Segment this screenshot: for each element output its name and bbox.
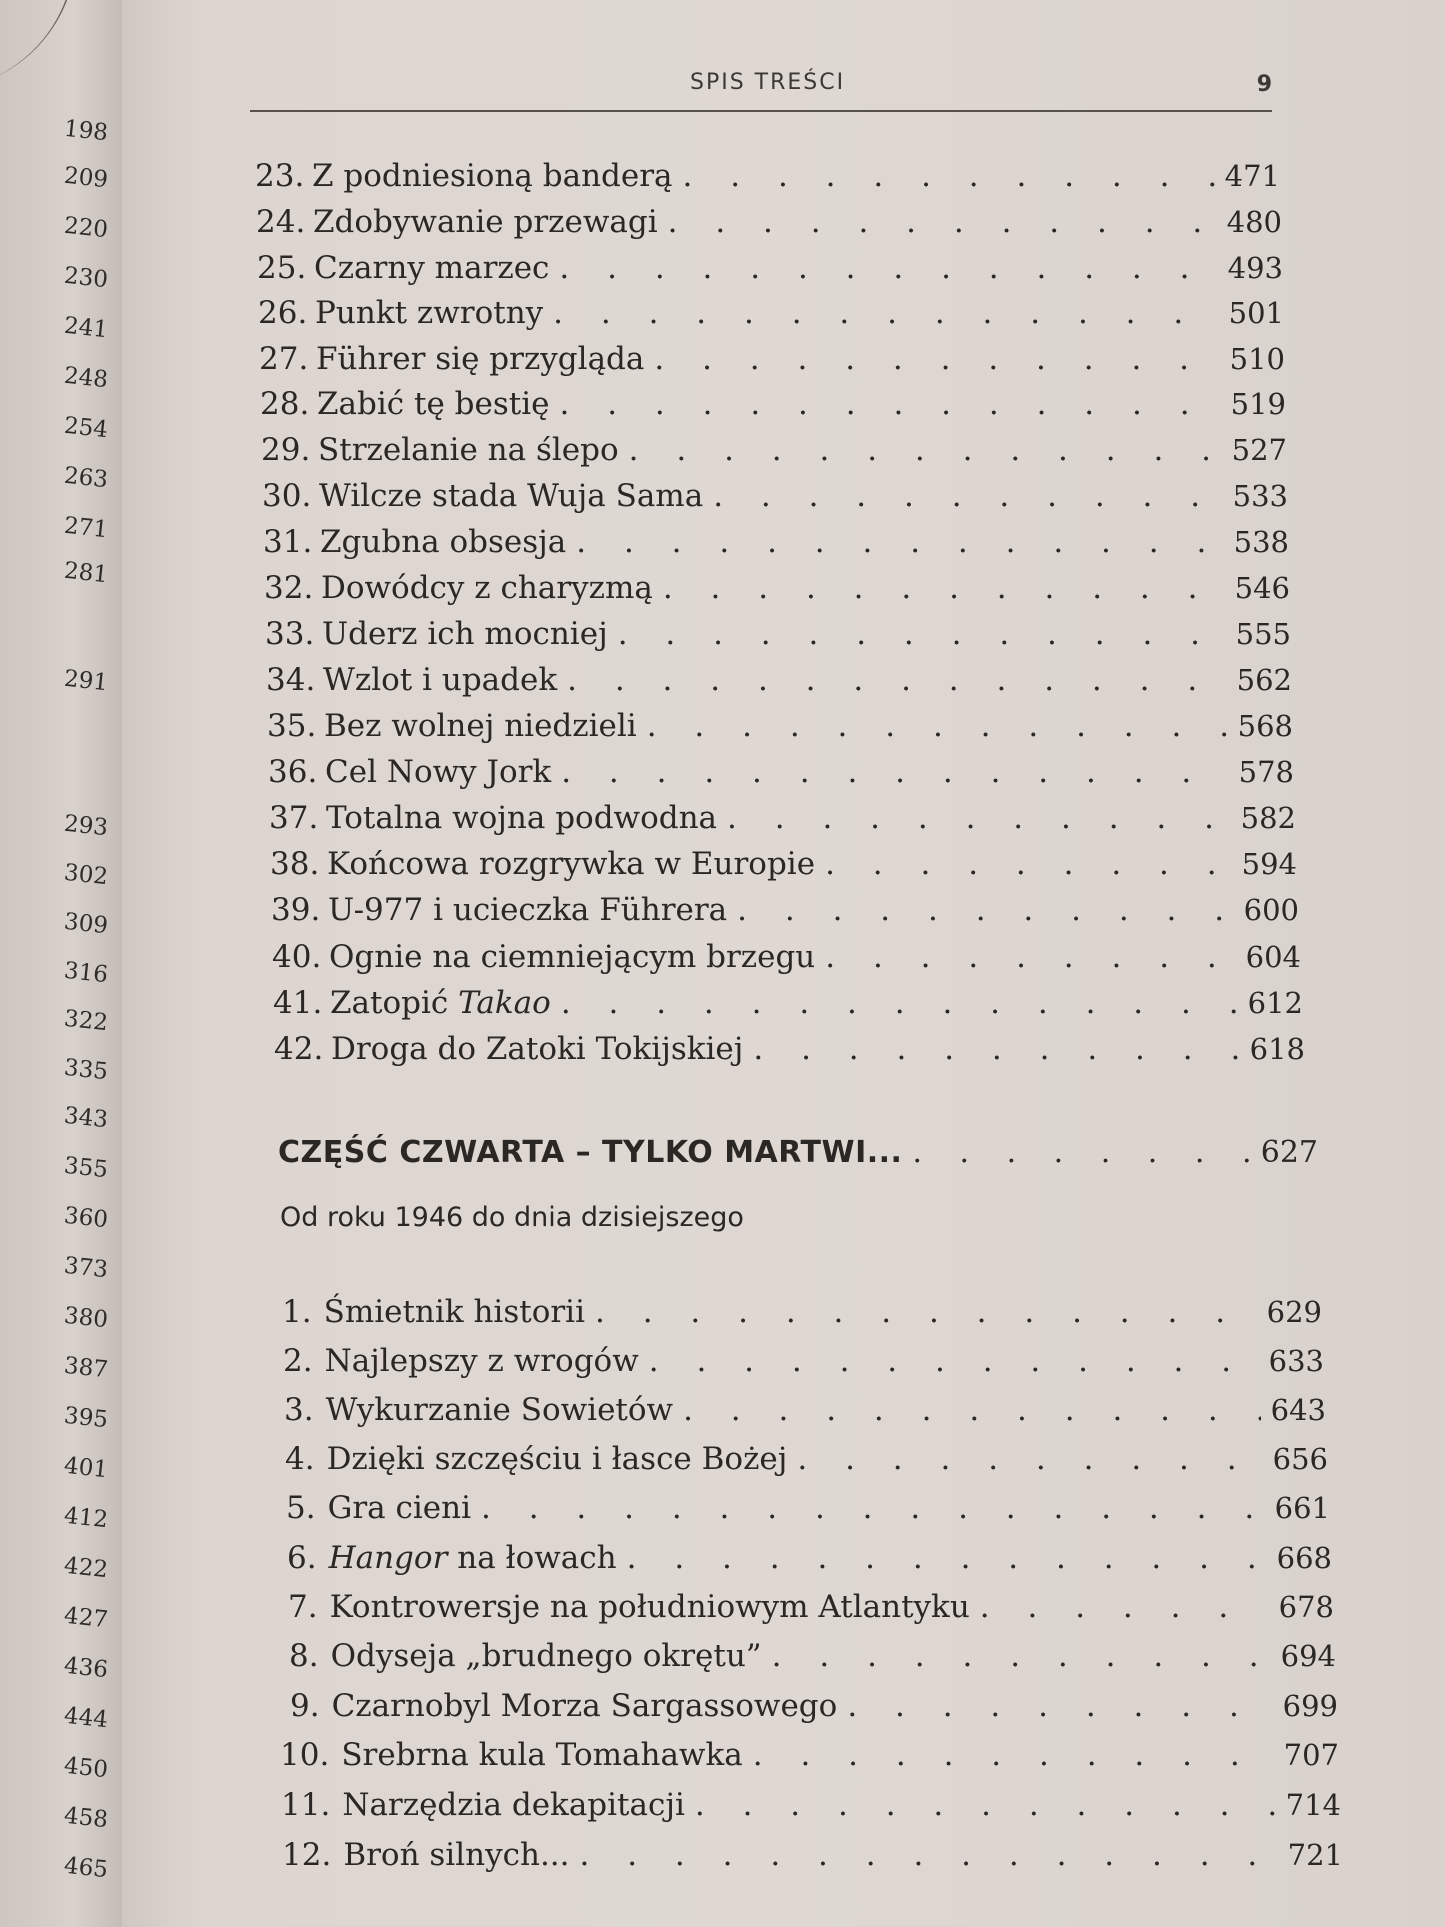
left-page-number: 248 xyxy=(62,362,110,394)
chapter-number: 3. xyxy=(284,1392,314,1428)
chapter-number: 27. xyxy=(259,341,309,377)
left-page-number: 241 xyxy=(62,312,110,344)
toc-row[interactable] xyxy=(280,1737,1339,1773)
toc-row[interactable] xyxy=(256,204,1282,240)
chapter-page: 618 xyxy=(1249,1032,1305,1066)
part-title: CZĘŚĆ CZWARTA – TYLKO MARTWI... xyxy=(278,1135,903,1170)
leader-dots xyxy=(797,1441,1262,1477)
running-head: SPIS TREŚCI xyxy=(690,70,846,95)
chapter-page: 501 xyxy=(1228,296,1284,330)
chapter-page: 721 xyxy=(1287,1838,1343,1872)
toc-row[interactable] xyxy=(258,295,1284,331)
chapter-number: 34. xyxy=(266,662,316,698)
chapter-title: Hangor na łowach xyxy=(328,1540,617,1576)
toc-row[interactable] xyxy=(286,1490,1330,1526)
chapter-number: 11. xyxy=(281,1787,331,1823)
chapter-number: 33. xyxy=(265,616,315,652)
toc-row[interactable] xyxy=(270,846,1297,882)
leader-dots xyxy=(559,386,1220,422)
left-page-number: 355 xyxy=(62,1152,110,1184)
left-page-number: 360 xyxy=(62,1202,110,1234)
left-page-number: 263 xyxy=(62,462,110,494)
chapter-title: Zdobywanie przewagi xyxy=(313,204,658,240)
chapter-number: 2. xyxy=(283,1343,313,1379)
leader-dots xyxy=(629,432,1222,468)
chapter-title: Zgubna obsesja xyxy=(320,524,567,560)
left-page-number: 220 xyxy=(62,212,110,244)
leader-dots xyxy=(618,616,1226,652)
chapter-page: 633 xyxy=(1268,1344,1324,1378)
toc-row[interactable] xyxy=(282,1294,1322,1330)
chapter-page: 594 xyxy=(1241,847,1297,881)
left-page-number: 281 xyxy=(62,557,110,589)
toc-row[interactable] xyxy=(290,1688,1338,1724)
leader-dots xyxy=(727,800,1231,836)
chapter-title: Kontrowersje na południowym Atlantyku xyxy=(329,1589,970,1625)
chapter-page: 555 xyxy=(1235,617,1291,651)
leader-dots xyxy=(753,1737,1274,1773)
chapter-number: 41. xyxy=(273,985,323,1021)
leader-dots xyxy=(647,708,1228,744)
left-page-number: 458 xyxy=(62,1802,110,1834)
left-page-number: 198 xyxy=(62,115,110,147)
chapter-page: 629 xyxy=(1266,1295,1322,1329)
toc-row[interactable] xyxy=(264,570,1290,606)
chapter-number: 31. xyxy=(263,524,313,560)
chapter-page: 493 xyxy=(1227,251,1283,285)
chapter-number: 29. xyxy=(261,432,311,468)
chapter-page: 538 xyxy=(1233,525,1289,559)
chapter-page: 707 xyxy=(1283,1738,1339,1772)
chapter-page: 562 xyxy=(1236,663,1292,697)
left-page-number: 373 xyxy=(62,1252,110,1284)
toc-row[interactable] xyxy=(260,386,1286,422)
chapter-page: 568 xyxy=(1237,709,1293,743)
chapter-number: 40. xyxy=(272,939,322,975)
toc-row[interactable] xyxy=(287,1540,1332,1576)
toc-row[interactable] xyxy=(289,1638,1336,1674)
chapter-page: 582 xyxy=(1240,801,1296,835)
chapter-title: Wykurzanie Sowietów xyxy=(325,1392,674,1428)
left-page-number: 401 xyxy=(62,1452,110,1484)
chapter-page: 694 xyxy=(1280,1639,1336,1673)
toc-row[interactable] xyxy=(265,616,1291,652)
toc-row[interactable] xyxy=(274,1031,1305,1067)
chapter-title: Totalna wojna podwodna xyxy=(326,800,718,836)
chapter-page: 578 xyxy=(1238,755,1294,789)
leader-dots xyxy=(668,204,1217,240)
chapter-page: 527 xyxy=(1231,433,1287,467)
left-page-number: 436 xyxy=(62,1652,110,1684)
left-page-number: 254 xyxy=(62,412,110,444)
left-page-number: 387 xyxy=(62,1352,110,1384)
toc-row[interactable] xyxy=(285,1441,1328,1477)
chapter-number: 6. xyxy=(287,1540,317,1576)
left-page-number: 309 xyxy=(62,908,110,940)
chapter-page: 480 xyxy=(1226,205,1282,239)
chapter-page: 471 xyxy=(1224,159,1280,193)
toc-row[interactable] xyxy=(267,708,1293,744)
chapter-number: 25. xyxy=(257,250,307,286)
chapter-number: 37. xyxy=(269,800,319,836)
chapter-number: 24. xyxy=(256,204,306,240)
leader-dots xyxy=(663,570,1225,606)
leader-dots xyxy=(683,1392,1261,1428)
left-page-number: 427 xyxy=(62,1602,110,1634)
toc-row[interactable] xyxy=(282,1837,1343,1873)
chapter-page: 668 xyxy=(1276,1541,1332,1575)
toc-row[interactable] xyxy=(271,892,1299,928)
toc-row[interactable] xyxy=(269,800,1296,836)
toc-row[interactable] xyxy=(261,432,1287,468)
left-page-number: 322 xyxy=(62,1005,110,1037)
leader-dots xyxy=(847,1688,1272,1724)
chapter-title: Uderz ich mocniej xyxy=(322,616,608,652)
left-page-number: 450 xyxy=(62,1752,110,1784)
leader-dots xyxy=(695,1787,1276,1823)
leader-dots xyxy=(561,754,1228,790)
leader-dots xyxy=(567,662,1227,698)
chapter-title: Cel Nowy Jork xyxy=(325,754,552,790)
left-page-number: 412 xyxy=(62,1502,110,1534)
chapter-title: Dzięki szczęściu i łasce Bożej xyxy=(326,1441,788,1477)
leader-dots xyxy=(912,1135,1250,1170)
leader-dots xyxy=(559,250,1217,286)
chapter-title: Wzlot i upadek xyxy=(323,662,558,698)
chapter-page: 533 xyxy=(1232,479,1288,513)
toc-row[interactable] xyxy=(272,939,1301,975)
chapter-title: Punkt zwrotny xyxy=(315,295,544,331)
chapter-title: Zatopić Takao xyxy=(330,985,551,1021)
toc-row[interactable] xyxy=(284,1392,1326,1428)
leader-dots xyxy=(561,985,1238,1021)
chapter-page: 612 xyxy=(1247,986,1303,1020)
chapter-title: Führer się przygląda xyxy=(316,341,645,377)
leader-dots xyxy=(553,295,1218,331)
left-page-number: 293 xyxy=(62,810,110,842)
toc-row[interactable] xyxy=(283,1343,1324,1379)
chapter-number: 38. xyxy=(270,846,320,882)
toc-row[interactable] xyxy=(257,250,1283,286)
chapter-title: Srebrna kula Tomahawka xyxy=(341,1737,743,1773)
chapter-page: 643 xyxy=(1270,1393,1326,1427)
chapter-title: Odyseja „brudnego okrętu” xyxy=(330,1638,762,1674)
part-page: 627 xyxy=(1260,1135,1318,1170)
chapter-title: Końcowa rozgrywka w Europie xyxy=(327,846,816,882)
toc-row[interactable] xyxy=(266,662,1292,698)
toc-row[interactable] xyxy=(263,524,1289,560)
toc-row[interactable] xyxy=(259,341,1285,377)
chapter-number: 36. xyxy=(268,754,318,790)
chapter-number: 5. xyxy=(286,1490,316,1526)
italic-title-part: Hangor xyxy=(328,1540,448,1576)
left-page-number: 422 xyxy=(62,1552,110,1584)
toc-row[interactable] xyxy=(255,158,1280,194)
leader-dots xyxy=(980,1589,1269,1625)
chapter-title: Najlepszy z wrogów xyxy=(324,1343,639,1379)
left-page-number: 209 xyxy=(62,162,110,194)
left-page-number: 343 xyxy=(62,1102,110,1134)
toc-row[interactable] xyxy=(288,1589,1334,1625)
chapter-title: Broń silnych... xyxy=(343,1837,570,1873)
chapter-number: 39. xyxy=(271,892,321,928)
chapter-title: Czarny marzec xyxy=(314,250,550,286)
left-page-number: 335 xyxy=(62,1054,110,1086)
leader-dots xyxy=(649,1343,1259,1379)
left-page-number: 316 xyxy=(62,957,110,989)
chapter-title: Droga do Zatoki Tokijskiej xyxy=(331,1031,744,1067)
chapter-page: 519 xyxy=(1230,387,1286,421)
chapter-number: 26. xyxy=(258,295,308,331)
left-page-number: 302 xyxy=(62,859,110,891)
leader-dots xyxy=(627,1540,1267,1576)
leader-dots xyxy=(825,846,1232,882)
chapter-title: Dowódcy z charyzmą xyxy=(321,570,653,606)
chapter-number: 7. xyxy=(288,1589,318,1625)
chapter-page: 510 xyxy=(1229,342,1285,376)
chapter-title: Ognie na ciemniejącym brzegu xyxy=(329,939,816,975)
leader-dots xyxy=(683,158,1215,194)
italic-title-part: Takao xyxy=(458,985,551,1021)
toc-row[interactable] xyxy=(281,1787,1341,1823)
chapter-number: 32. xyxy=(264,570,314,606)
part-subtitle: Od roku 1946 do dnia dzisiejszego xyxy=(280,1202,744,1233)
chapter-title: Śmietnik historii xyxy=(323,1294,586,1330)
chapter-title: Zabić tę bestię xyxy=(317,386,550,422)
chapter-title: Narzędzia dekapitacji xyxy=(342,1787,685,1823)
leader-dots xyxy=(737,892,1233,928)
chapter-title: Wilcze stada Wuja Sama xyxy=(319,478,704,514)
leader-dots xyxy=(654,341,1219,377)
chapter-number: 12. xyxy=(282,1837,332,1873)
chapter-title: Strzelanie na ślepo xyxy=(318,432,619,468)
left-page-number: 380 xyxy=(62,1302,110,1334)
chapter-number: 4. xyxy=(285,1441,315,1477)
chapter-page: 656 xyxy=(1272,1442,1328,1476)
left-page-number: 444 xyxy=(62,1702,110,1734)
left-page-number: 465 xyxy=(62,1852,110,1884)
chapter-page: 546 xyxy=(1234,571,1290,605)
chapter-number: 23. xyxy=(255,158,305,194)
leader-dots xyxy=(580,1837,1278,1873)
chapter-title: Gra cieni xyxy=(327,1490,471,1526)
chapter-title: Z podniesioną banderą xyxy=(312,158,673,194)
chapter-title: Bez wolnej niedzieli xyxy=(324,708,637,744)
chapter-page: 678 xyxy=(1278,1590,1334,1624)
page-number: 9 xyxy=(1256,72,1272,97)
chapter-number: 28. xyxy=(260,386,310,422)
chapter-number: 9. xyxy=(290,1688,320,1724)
left-page-number: 271 xyxy=(62,512,110,544)
left-page-number: 230 xyxy=(62,262,110,294)
left-page-number: 291 xyxy=(62,665,110,697)
leader-dots xyxy=(481,1490,1265,1526)
toc-row[interactable] xyxy=(262,478,1288,514)
leader-dots xyxy=(753,1031,1239,1067)
chapter-title: U-977 i ucieczka Führera xyxy=(328,892,728,928)
chapter-page: 600 xyxy=(1243,893,1299,927)
chapter-page: 661 xyxy=(1274,1491,1330,1525)
chapter-number: 10. xyxy=(280,1737,330,1773)
chapter-number: 8. xyxy=(289,1638,319,1674)
chapter-number: 30. xyxy=(262,478,312,514)
left-page-number: 395 xyxy=(62,1402,110,1434)
chapter-page: 714 xyxy=(1285,1788,1341,1822)
chapter-page: 604 xyxy=(1245,940,1301,974)
chapter-number: 35. xyxy=(267,708,317,744)
chapter-title: Czarnobyl Morza Sargassowego xyxy=(331,1688,838,1724)
toc-row[interactable] xyxy=(268,754,1294,790)
chapter-page: 699 xyxy=(1282,1689,1338,1723)
leader-dots xyxy=(713,478,1222,514)
leader-dots xyxy=(576,524,1223,560)
leader-dots xyxy=(825,939,1235,975)
toc-row[interactable] xyxy=(273,985,1303,1021)
part-heading[interactable] xyxy=(278,1135,1318,1170)
leader-dots xyxy=(772,1638,1271,1674)
chapter-number: 1. xyxy=(282,1294,312,1330)
chapter-number: 42. xyxy=(274,1031,324,1067)
leader-dots xyxy=(595,1294,1257,1330)
